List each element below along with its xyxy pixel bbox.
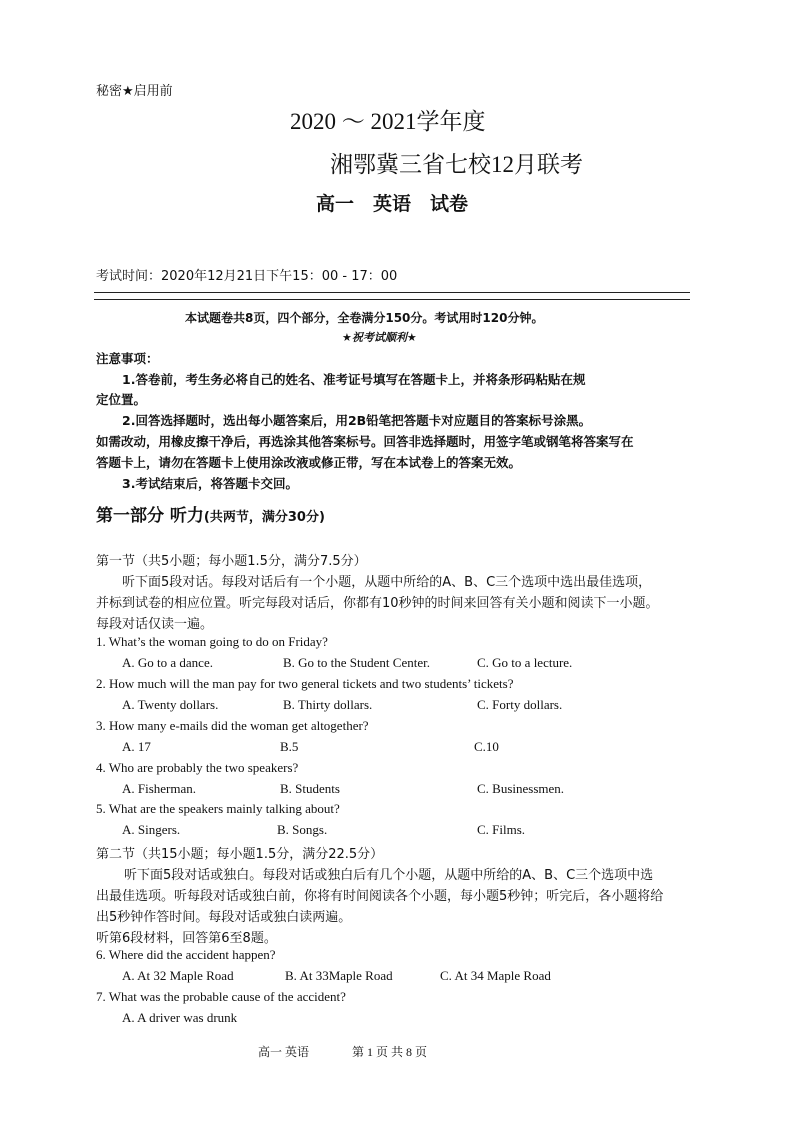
q4-option-a: A. Fisherman. xyxy=(122,781,197,796)
question-1: 1. What’s the woman going to do on Friday? xyxy=(96,634,328,649)
question-5: 5. What are the speakers mainly talking about? xyxy=(96,801,340,816)
question-6: 6. Where did the accident happen? xyxy=(96,947,276,962)
exam-name-title: 湘鄂冀三省七校12月联考 xyxy=(330,152,583,177)
exam-summary: 本试题卷共8页，四个部分，全卷满分150分。考试用时120分钟。 xyxy=(185,311,544,325)
part-1-title: 第一部分 听力 xyxy=(96,506,204,526)
question-3: 3. How many e-mails did the woman get altogether? xyxy=(96,718,369,733)
q7-option-a: A. A driver was drunk xyxy=(122,1010,238,1025)
double-separator-line xyxy=(94,292,690,300)
section-1-instructions-b: 并标到试卷的相应位置。听完每段对话后，你都有10秒钟的时间来回答有关小题和阅读下一小题。 xyxy=(96,596,659,611)
q5-option-c: C. Films. xyxy=(477,822,526,837)
notes-heading: 注意事项： xyxy=(96,351,159,366)
section-2-instructions-c: 出5秒钟作答时间。每段对话或独白读两遍。 xyxy=(96,910,352,925)
q4-option-c: C. Businessmen. xyxy=(477,781,565,796)
note-1-line-a: 1.答卷前，考生务必将自己的姓名、准考证号填写在答题卡上，并将条形码粘贴在规 xyxy=(122,372,586,387)
material-6-prompt: 听第6段材料，回答第6至8题。 xyxy=(96,931,277,946)
subject-title: 高一 英语 试卷 xyxy=(316,193,469,215)
q2-option-b: B. Thirty dollars. xyxy=(283,697,373,712)
school-year-title: 2020 ～ 2021学年度 xyxy=(290,109,486,134)
note-2-line-a: 2.回答选择题时，选出每小题答案后，用2B铅笔把答题卡对应题目的答案标号涂黑。 xyxy=(122,413,592,428)
footer-page-number: 第 1 页 共 8 页 xyxy=(352,1045,428,1059)
confidential-mark: 秘密★启用前 xyxy=(96,84,173,99)
section-2-title: 第二节（共15小题；每小题1.5分，满分22.5分） xyxy=(96,847,384,862)
section-1-instructions-a: 听下面5段对话。每段对话后有一个小题，从题中所给的A、B、C三个选项中选出最佳选项， xyxy=(122,575,652,590)
section-1-title: 第一节（共5小题；每小题1.5分，满分7.5分） xyxy=(96,554,367,569)
note-2-line-c: 答题卡上，请勿在答题卡上使用涂改液或修正带，写在本试卷上的答案无效。 xyxy=(96,455,522,470)
exam-time: 考试时间：2020年12月21日下午15：00 - 17：00 xyxy=(96,269,398,284)
question-4: 4. Who are probably the two speakers? xyxy=(96,760,299,775)
note-3: 3.考试结束后，将答题卡交回。 xyxy=(122,476,298,491)
note-1-line-b: 定位置。 xyxy=(96,392,147,407)
q4-option-b: B. Students xyxy=(280,781,340,796)
q3-option-b: B.5 xyxy=(280,739,299,754)
q3-option-c: C.10 xyxy=(474,739,499,754)
q6-option-b: B. At 33Maple Road xyxy=(285,968,393,983)
q6-option-c: C. At 34 Maple Road xyxy=(440,968,551,983)
part-1-subtitle: (共两节，满分30分) xyxy=(203,510,325,525)
part-1-heading xyxy=(96,501,325,526)
q2-option-c: C. Forty dollars. xyxy=(477,697,563,712)
note-2-line-b: 如需改动，用橡皮擦干净后，再选涂其他答案标号。回答非选择题时，用签字笔或钢笔将答案写在 xyxy=(96,434,634,449)
q5-option-a: A. Singers. xyxy=(122,822,181,837)
section-2-instructions-a: 听下面5段对话或独白。每段对话或独白后有几个小题，从题中所给的A、B、C三个选项中选 xyxy=(124,868,654,883)
question-7: 7. What was the probable cause of the accident? xyxy=(96,989,346,1004)
q2-option-a: A. Twenty dollars. xyxy=(122,697,219,712)
good-luck-line: ★祝考试顺利★ xyxy=(342,331,417,344)
section-1-instructions-c: 每段对话仅读一遍。 xyxy=(96,617,214,632)
question-2: 2. How much will the man pay for two general tickets and two students’ tickets? xyxy=(96,676,514,691)
section-2-instructions-b: 出最佳选项。听每段对话或独白前，你将有时间阅读各个小题，每小题5秒钟；听完后，各小题将给 xyxy=(96,889,664,904)
q3-option-a: A. 17 xyxy=(122,739,151,754)
q1-option-c: C. Go to a lecture. xyxy=(477,655,573,670)
footer-subject: 高一 英语 xyxy=(258,1045,310,1059)
q1-option-a: A. Go to a dance. xyxy=(122,655,213,670)
q6-option-a: A. At 32 Maple Road xyxy=(122,968,234,983)
q1-option-b: B. Go to the Student Center. xyxy=(283,655,430,670)
q5-option-b: B. Songs. xyxy=(277,822,328,837)
